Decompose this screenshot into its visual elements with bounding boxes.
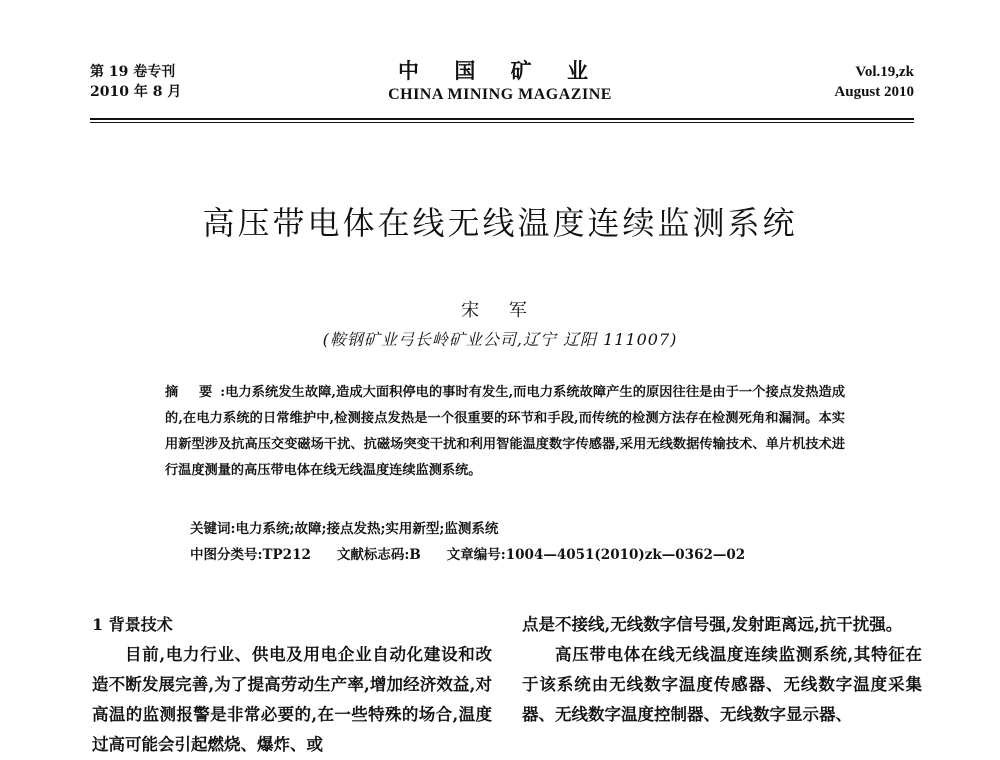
body-paragraph: 目前,电力行业、供电及用电企业自动化建设和改造不断发展完善,为了提高劳动生产率,增加经济效益,对高温的监测报警是非常必要的,在一些特殊的场合,温度过高可能会引起燃烧、爆炸、或	[92, 645, 492, 754]
keywords: 关键词:电力系统;故障;接点发热;实用新型;监测系统	[190, 521, 499, 537]
header-journal	[300, 58, 700, 106]
classification-line	[190, 545, 910, 565]
paper-author: 宋 军	[461, 300, 539, 321]
header-volume-info-en	[700, 62, 914, 102]
clc-number: 中图分类号:TP212	[190, 547, 311, 563]
header-volume: 第 19 卷专刊	[90, 64, 176, 80]
abstract-label: 摘 要	[165, 385, 221, 400]
body-paragraph: 点是不接线,无线数字信号强,发射距离远,抗干扰强。	[522, 615, 903, 634]
header-volume-en: Vol.19,zk	[855, 64, 914, 80]
header-rule-thick	[90, 118, 914, 120]
paper-affiliation: (鞍钢矿业弓长岭矿业公司,辽宁 辽阳 111007)	[322, 330, 678, 349]
journal-title-cn: 中 国 矿 业	[398, 58, 602, 83]
header-rule-thin	[90, 122, 914, 123]
document-code: 文献标志码:B	[336, 547, 421, 563]
header-volume-info	[90, 62, 181, 102]
body-right-column	[522, 610, 922, 730]
abstract-text: :电力系统发生故障,造成大面积停电的事时有发生,而电力系统故障产生的原因往往是由于一个接点发热造成的,在电力系统的日常维护中,检测接点发热是一个很重要的环节和手段,而传统的检测方法存在检测死角和漏洞。本实用新型涉及抗高压交变磁场干扰、抗磁场突变干扰和利用智能温度数字传感器,采用无线数据传输技术、单片机技术进行温度测量的高压带电体在线无线温度连续监测系统。	[165, 385, 846, 478]
abstract	[165, 380, 845, 484]
section-heading: 1 背景技术	[92, 615, 173, 634]
body-left-column	[92, 610, 492, 760]
header-date-en: August 2010	[834, 84, 914, 100]
header-date-cn: 2010 年 8 月	[90, 84, 182, 100]
journal-title-en: CHINA MINING MAGAZINE	[388, 86, 612, 103]
article-number: 文章编号:1004—4051(2010)zk—0362—02	[446, 547, 746, 563]
paper-title: 高压带电体在线无线温度连续监测系统	[202, 204, 798, 242]
body-paragraph: 高压带电体在线无线温度连续监测系统,其特征在于该系统由无线数字温度传感器、无线数字温度采集器、无线数字温度控制器、无线数字显示器、	[522, 645, 922, 724]
